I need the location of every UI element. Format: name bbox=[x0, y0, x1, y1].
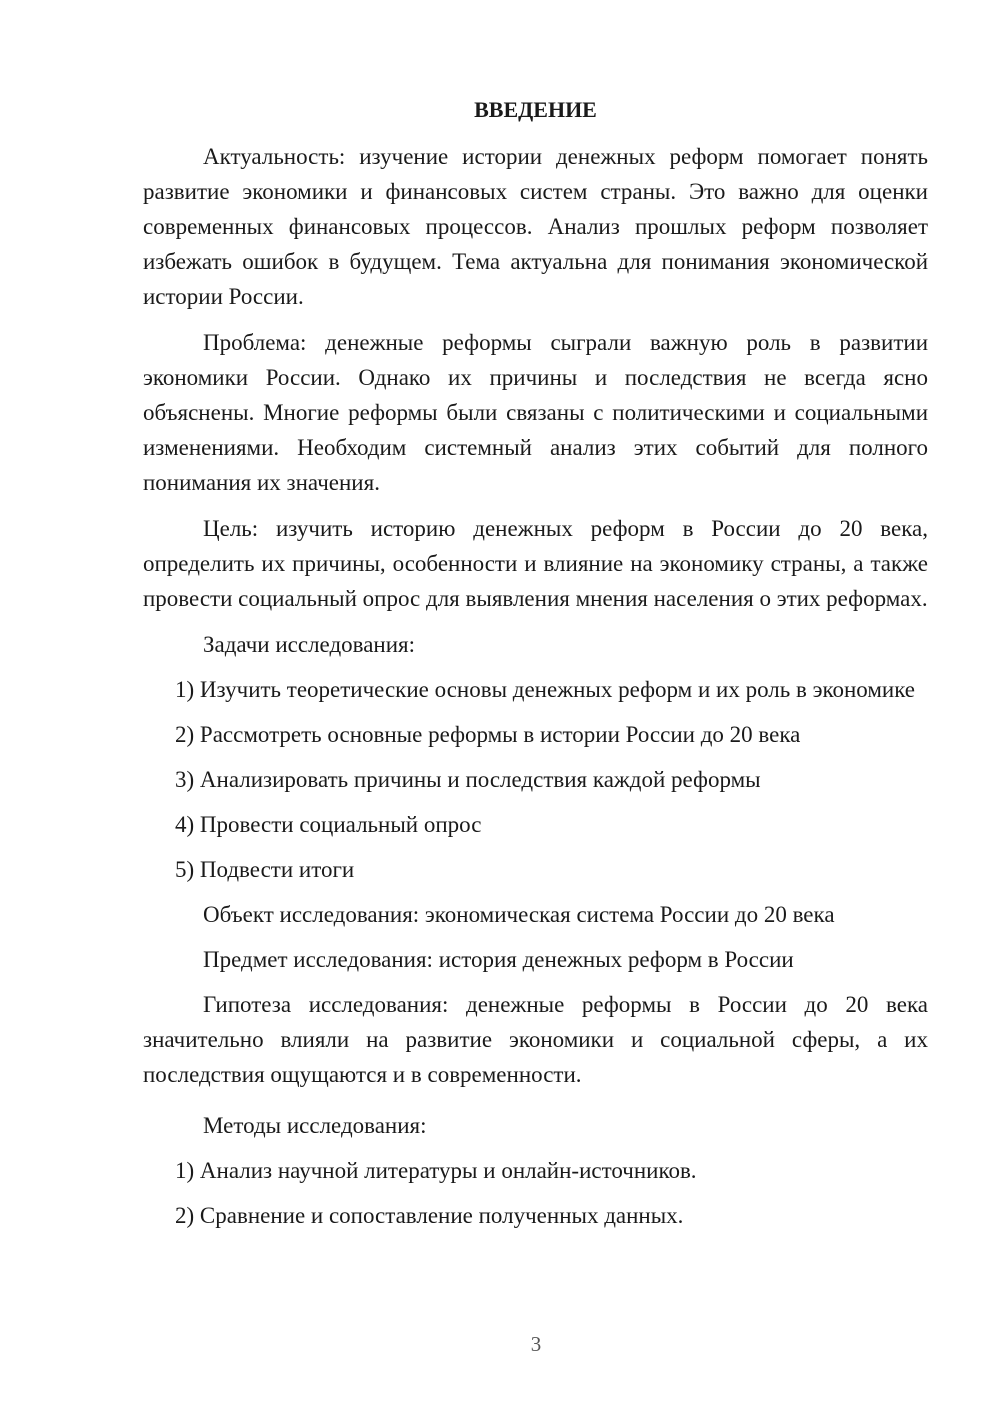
method-item-1: 1) Анализ научной литературы и онлайн-источников. bbox=[175, 1158, 697, 1183]
relevance-paragraph: Актуальность: изучение истории денежных реформ помогает понять развитие экономики и финансовых систем страны. Это важно для оценки современных финансовых процессов. Анализ прошлых реформ позволяет избежать ошибок в будущем. Тема актуальна для понимания экономической истории России. bbox=[143, 144, 928, 309]
document-page bbox=[143, 92, 928, 1243]
hypothesis-paragraph: Гипотеза исследования: денежные реформы в России до 20 века значительно влияли на развитие экономики и социальной сферы, а их последствия ощущаются и в современности. bbox=[143, 992, 928, 1087]
task-item-1: 1) Изучить теоретические основы денежных реформ и их роль в экономике bbox=[175, 677, 916, 702]
page-number: 3 bbox=[530, 1332, 542, 1356]
tasks-heading: Задачи исследования: bbox=[203, 632, 416, 657]
method-item-2: 2) Сравнение и сопоставление полученных данных. bbox=[175, 1203, 684, 1228]
research-subject: Предмет исследования: история денежных реформ в России bbox=[203, 947, 794, 972]
problem-paragraph: Проблема: денежные реформы сыграли важную роль в развитии экономики России. Однако их причины и последствия не всегда ясно объяснены. Многие реформы были связаны с политическими и социальными изменениями. Необходим системный анализ этих событий для полного понимания их значения. bbox=[143, 330, 928, 495]
research-object: Объект исследования: экономическая система России до 20 века bbox=[203, 902, 835, 927]
section-title: ВВЕДЕНИЕ bbox=[474, 97, 597, 122]
task-item-4: 4) Провести социальный опрос bbox=[175, 812, 482, 837]
goal-paragraph: Цель: изучить историю денежных реформ в России до 20 века, определить их причины, особенности и влияние на экономику страны, а также провести социальный опрос для выявления мнения населения о этих реформах. bbox=[143, 516, 928, 611]
methods-heading: Методы исследования: bbox=[203, 1113, 427, 1138]
task-item-5: 5) Подвести итоги bbox=[175, 857, 355, 882]
task-item-2: 2) Рассмотреть основные реформы в истории России до 20 века bbox=[175, 722, 801, 747]
task-item-3: 3) Анализировать причины и последствия каждой реформы bbox=[175, 767, 761, 792]
